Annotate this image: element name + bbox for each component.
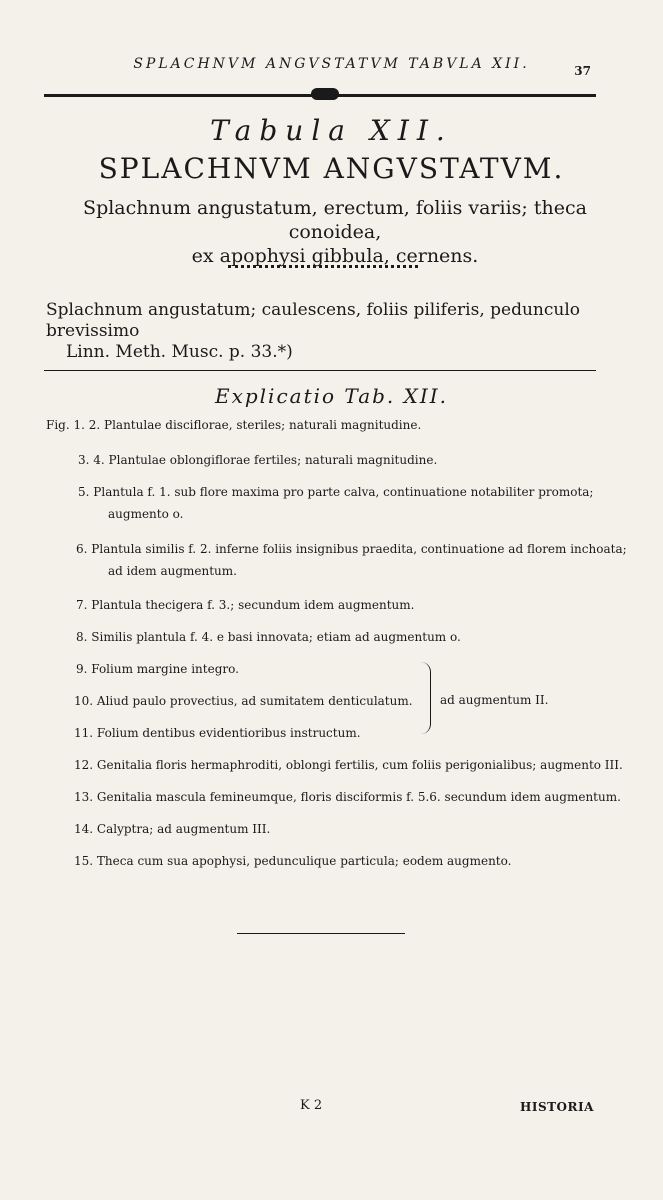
synonym-line-2: Linn. Meth. Musc. p. 33.*) (66, 342, 293, 362)
figure-number: 9. (76, 662, 88, 676)
figure-number: 7. (76, 598, 88, 612)
figure-text: Plantula thecigera f. 3.; secundum idem augmentum. (91, 598, 415, 612)
figure-text: Theca cum sua apophysi, pedunculique particula; eodem augmento. (96, 854, 512, 868)
end-rule (237, 933, 405, 934)
ornament-divider (228, 265, 418, 268)
figure-entry (74, 758, 623, 773)
figure-number: 15. (74, 854, 94, 868)
figure-number: 6. (76, 542, 88, 556)
figure-text: Aliud paulo provectius, ad sumitatem denticulatum. (96, 694, 413, 708)
figure-entry (78, 485, 593, 500)
ornament-icon (311, 88, 339, 100)
figure-text: Plantulae oblongiflorae fertiles; naturali magnitudine. (108, 453, 438, 467)
figure-text: Plantula f. 1. sub flore maxima pro parte calva, continuatione notabiliter promota; (93, 485, 594, 499)
synonym-line-1: Splachnum angustatum; caulescens, foliis piliferis, pedunculo brevissimo (46, 300, 580, 341)
description-line-1: Splachnum angustatum, erectum, foliis variis; theca conoidea, (83, 197, 587, 243)
figure-entry (74, 854, 511, 869)
figure-number: 12. (74, 758, 94, 772)
explicatio-title: Explicatio Tab. XII. (214, 384, 449, 408)
figure-entry (76, 598, 414, 613)
figure-number: 14. (74, 822, 94, 836)
synonym-block (46, 300, 606, 363)
figure-entry (76, 630, 461, 645)
description-line-2: ex apophysi gibbula, cernens. (191, 245, 479, 267)
figure-entry (74, 694, 413, 709)
brace-icon (420, 662, 431, 734)
figure-number: 8. (76, 630, 88, 644)
page-number: 37 (574, 64, 591, 78)
figure-text: Folium margine integro. (91, 662, 239, 676)
catchword: HISTORIA (520, 1100, 594, 1114)
figure-entry (76, 662, 239, 677)
figure-number: 3. 4. (78, 453, 105, 467)
figure-entry (46, 418, 421, 433)
figure-text: Calyptra; ad augmentum III. (96, 822, 271, 836)
figure-text: Plantulae disciflorae, steriles; naturali magnitudine. (104, 418, 422, 432)
figure-entry (76, 542, 627, 557)
figure-text: Folium dentibus evidentioribus instructum. (96, 726, 361, 740)
species-title: SPLACHNVM ANGVSTATVM. (98, 152, 565, 185)
species-description (40, 196, 630, 268)
figure-text: Genitalia floris hermaphroditi, oblongi fertilis, cum foliis perigonialibus; augmento III. (96, 758, 623, 772)
section-rule (44, 370, 596, 371)
figure-entry (78, 453, 437, 468)
figure-number: Fig. 1. 2. (46, 418, 101, 432)
figure-entry (74, 790, 621, 805)
figure-number: 5. (78, 485, 90, 499)
figure-entry (74, 822, 270, 837)
figure-number: 11. (74, 726, 94, 740)
figure-text: Plantula similis f. 2. inferne foliis insignibus praedita, continuatione ad florem inchoata; (91, 542, 627, 556)
brace-label: ad augmentum II. (440, 693, 549, 707)
running-head: SPLACHNVM ANGVSTATVM TABVLA XII. (133, 56, 530, 72)
figure-continuation: ad idem augmentum. (108, 564, 237, 578)
figure-continuation: augmento o. (108, 507, 184, 521)
figure-entry (74, 726, 361, 741)
figure-text: Genitalia mascula femineumque, floris disciformis f. 5.6. secundum idem augmentum. (96, 790, 621, 804)
figure-text: Similis plantula f. 4. e basi innovata; etiam ad augmentum o. (91, 630, 461, 644)
signature-mark: K 2 (300, 1098, 323, 1113)
plate-title: Tabula XII. (210, 114, 453, 147)
figure-number: 10. (74, 694, 94, 708)
figure-number: 13. (74, 790, 94, 804)
